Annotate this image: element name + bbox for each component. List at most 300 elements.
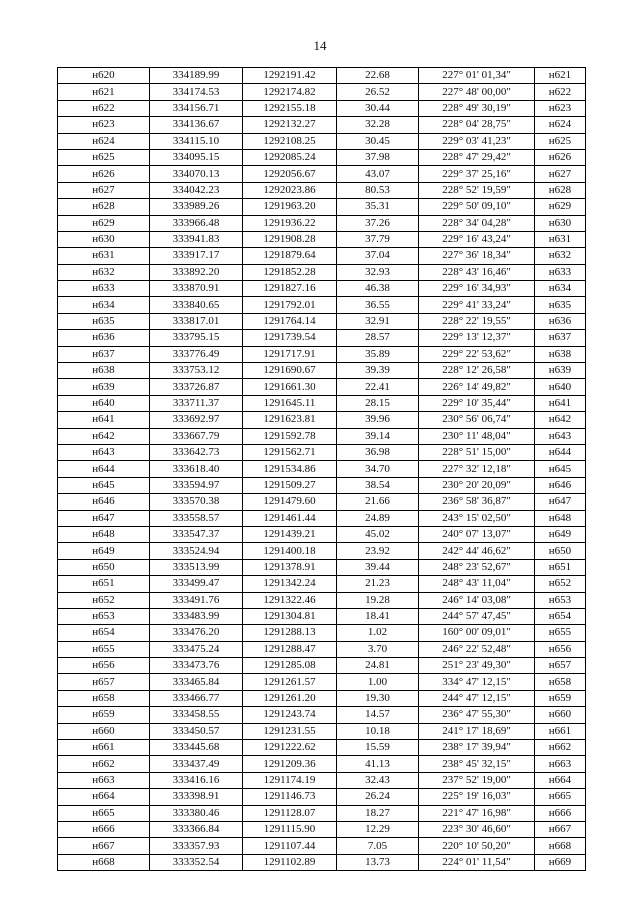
distance-cell: 26.52	[337, 84, 419, 100]
y-coordinate-cell: 1291827.16	[243, 281, 337, 297]
point-to-cell: н632	[535, 248, 586, 264]
y-coordinate-cell: 1291209.36	[243, 756, 337, 772]
bearing-cell: 228° 52' 19,59"	[419, 182, 535, 198]
point-to-cell: н639	[535, 363, 586, 379]
y-coordinate-cell: 1292108.25	[243, 133, 337, 149]
bearing-cell: 228° 43' 16,46"	[419, 264, 535, 280]
point-from-cell: н630	[58, 231, 150, 247]
distance-cell: 37.79	[337, 231, 419, 247]
bearing-cell: 248° 23' 52,67"	[419, 559, 535, 575]
bearing-cell: 241° 17' 18,69"	[419, 723, 535, 739]
point-to-cell: н637	[535, 330, 586, 346]
distance-cell: 24.89	[337, 510, 419, 526]
point-to-cell: н630	[535, 215, 586, 231]
point-to-cell: н634	[535, 281, 586, 297]
distance-cell: 39.39	[337, 363, 419, 379]
distance-cell: 34.70	[337, 461, 419, 477]
bearing-cell: 246° 14' 03,08"	[419, 592, 535, 608]
point-from-cell: н632	[58, 264, 150, 280]
bearing-cell: 229° 10' 35,44"	[419, 395, 535, 411]
distance-cell: 28.57	[337, 330, 419, 346]
x-coordinate-cell: 334174.53	[150, 84, 243, 100]
table-row	[58, 559, 586, 575]
y-coordinate-cell: 1291288.47	[243, 641, 337, 657]
point-from-cell: н648	[58, 526, 150, 542]
distance-cell: 22.68	[337, 68, 419, 84]
point-to-cell: н645	[535, 461, 586, 477]
table-row	[58, 805, 586, 821]
point-from-cell: н659	[58, 707, 150, 723]
point-to-cell: н655	[535, 625, 586, 641]
table-row	[58, 625, 586, 641]
y-coordinate-cell: 1291661.30	[243, 379, 337, 395]
bearing-cell: 237° 52' 19,00"	[419, 772, 535, 788]
x-coordinate-cell: 334156.71	[150, 100, 243, 116]
table-row	[58, 346, 586, 362]
y-coordinate-cell: 1291322.46	[243, 592, 337, 608]
table-row	[58, 740, 586, 756]
distance-cell: 32.43	[337, 772, 419, 788]
coordinates-table-body	[58, 68, 586, 871]
x-coordinate-cell: 334070.13	[150, 166, 243, 182]
bearing-cell: 240° 07' 13,07"	[419, 526, 535, 542]
y-coordinate-cell: 1291342.24	[243, 576, 337, 592]
bearing-cell: 230° 11' 48,04"	[419, 428, 535, 444]
point-from-cell: н624	[58, 133, 150, 149]
distance-cell: 24.81	[337, 658, 419, 674]
table-row	[58, 231, 586, 247]
point-to-cell: н627	[535, 166, 586, 182]
point-to-cell: н659	[535, 690, 586, 706]
distance-cell: 37.98	[337, 149, 419, 165]
point-to-cell: н654	[535, 608, 586, 624]
table-row	[58, 330, 586, 346]
y-coordinate-cell: 1291717.91	[243, 346, 337, 362]
table-row	[58, 412, 586, 428]
bearing-cell: 228° 12' 26,58"	[419, 363, 535, 379]
point-from-cell: н627	[58, 182, 150, 198]
distance-cell: 19.28	[337, 592, 419, 608]
distance-cell: 22.41	[337, 379, 419, 395]
table-row	[58, 592, 586, 608]
distance-cell: 30.44	[337, 100, 419, 116]
point-to-cell: н669	[535, 854, 586, 870]
bearing-cell: 225° 19' 16,03"	[419, 789, 535, 805]
y-coordinate-cell: 1291288.13	[243, 625, 337, 641]
bearing-cell: 160° 00' 09,01"	[419, 625, 535, 641]
y-coordinate-cell: 1291304.81	[243, 608, 337, 624]
point-from-cell: н661	[58, 740, 150, 756]
bearing-cell: 243° 15' 02,50"	[419, 510, 535, 526]
y-coordinate-cell: 1291231.55	[243, 723, 337, 739]
y-coordinate-cell: 1291739.54	[243, 330, 337, 346]
table-row	[58, 100, 586, 116]
bearing-cell: 229° 03' 41,23"	[419, 133, 535, 149]
y-coordinate-cell: 1291107.44	[243, 838, 337, 854]
point-to-cell: н649	[535, 526, 586, 542]
point-from-cell: н635	[58, 313, 150, 329]
x-coordinate-cell: 333475.24	[150, 641, 243, 657]
x-coordinate-cell: 333776.49	[150, 346, 243, 362]
point-to-cell: н628	[535, 182, 586, 198]
x-coordinate-cell: 333483.99	[150, 608, 243, 624]
table-row	[58, 215, 586, 231]
x-coordinate-cell: 333618.40	[150, 461, 243, 477]
point-to-cell: н640	[535, 379, 586, 395]
x-coordinate-cell: 333445.68	[150, 740, 243, 756]
bearing-cell: 229° 50' 09,10"	[419, 199, 535, 215]
x-coordinate-cell: 333966.48	[150, 215, 243, 231]
table-row	[58, 133, 586, 149]
x-coordinate-cell: 333917.17	[150, 248, 243, 264]
table-row	[58, 149, 586, 165]
x-coordinate-cell: 333795.15	[150, 330, 243, 346]
bearing-cell: 227° 48' 00,00"	[419, 84, 535, 100]
distance-cell: 14.57	[337, 707, 419, 723]
y-coordinate-cell: 1291623.81	[243, 412, 337, 428]
x-coordinate-cell: 333667.79	[150, 428, 243, 444]
coordinates-table	[57, 67, 586, 871]
distance-cell: 36.55	[337, 297, 419, 313]
distance-cell: 41.13	[337, 756, 419, 772]
x-coordinate-cell: 333473.76	[150, 658, 243, 674]
point-from-cell: н644	[58, 461, 150, 477]
bearing-cell: 248° 43' 11,04"	[419, 576, 535, 592]
table-row	[58, 428, 586, 444]
distance-cell: 32.91	[337, 313, 419, 329]
table-row	[58, 166, 586, 182]
y-coordinate-cell: 1291261.20	[243, 690, 337, 706]
y-coordinate-cell: 1291792.01	[243, 297, 337, 313]
y-coordinate-cell: 1291115.90	[243, 821, 337, 837]
distance-cell: 1.02	[337, 625, 419, 641]
point-to-cell: н641	[535, 395, 586, 411]
point-from-cell: н642	[58, 428, 150, 444]
bearing-cell: 226° 14' 49,82"	[419, 379, 535, 395]
point-to-cell: н638	[535, 346, 586, 362]
y-coordinate-cell: 1291439.21	[243, 526, 337, 542]
y-coordinate-cell: 1292023.86	[243, 182, 337, 198]
bearing-cell: 229° 37' 25,16"	[419, 166, 535, 182]
distance-cell: 19.30	[337, 690, 419, 706]
bearing-cell: 229° 16' 34,93"	[419, 281, 535, 297]
y-coordinate-cell: 1292132.27	[243, 117, 337, 133]
table-row	[58, 248, 586, 264]
y-coordinate-cell: 1291174.19	[243, 772, 337, 788]
table-row	[58, 510, 586, 526]
point-from-cell: н645	[58, 477, 150, 493]
point-from-cell: н633	[58, 281, 150, 297]
point-to-cell: н629	[535, 199, 586, 215]
point-to-cell: н667	[535, 821, 586, 837]
table-row	[58, 264, 586, 280]
x-coordinate-cell: 333437.49	[150, 756, 243, 772]
table-row	[58, 821, 586, 837]
y-coordinate-cell: 1291764.14	[243, 313, 337, 329]
bearing-cell: 227° 36' 18,34"	[419, 248, 535, 264]
table-row	[58, 838, 586, 854]
y-coordinate-cell: 1291534.86	[243, 461, 337, 477]
point-to-cell: н651	[535, 559, 586, 575]
bearing-cell: 242° 44' 46,62"	[419, 543, 535, 559]
distance-cell: 10.18	[337, 723, 419, 739]
point-from-cell: н656	[58, 658, 150, 674]
distance-cell: 21.66	[337, 494, 419, 510]
y-coordinate-cell: 1291461.44	[243, 510, 337, 526]
point-from-cell: н665	[58, 805, 150, 821]
point-from-cell: н623	[58, 117, 150, 133]
bearing-cell: 224° 01' 11,54"	[419, 854, 535, 870]
table-row	[58, 281, 586, 297]
x-coordinate-cell: 333594.97	[150, 477, 243, 493]
distance-cell: 15.59	[337, 740, 419, 756]
y-coordinate-cell: 1291261.57	[243, 674, 337, 690]
point-from-cell: н629	[58, 215, 150, 231]
table-row	[58, 477, 586, 493]
point-to-cell: н663	[535, 756, 586, 772]
x-coordinate-cell: 333476.20	[150, 625, 243, 641]
y-coordinate-cell: 1292056.67	[243, 166, 337, 182]
distance-cell: 21.23	[337, 576, 419, 592]
x-coordinate-cell: 333870.91	[150, 281, 243, 297]
table-row	[58, 608, 586, 624]
distance-cell: 35.89	[337, 346, 419, 362]
distance-cell: 7.05	[337, 838, 419, 854]
table-row	[58, 674, 586, 690]
y-coordinate-cell: 1292174.82	[243, 84, 337, 100]
y-coordinate-cell: 1291285.08	[243, 658, 337, 674]
y-coordinate-cell: 1291908.28	[243, 231, 337, 247]
point-to-cell: н626	[535, 149, 586, 165]
y-coordinate-cell: 1291243.74	[243, 707, 337, 723]
y-coordinate-cell: 1291852.28	[243, 264, 337, 280]
bearing-cell: 229° 16' 43,24"	[419, 231, 535, 247]
point-from-cell: н621	[58, 84, 150, 100]
point-from-cell: н654	[58, 625, 150, 641]
point-from-cell: н663	[58, 772, 150, 788]
table-row	[58, 379, 586, 395]
bearing-cell: 228° 22' 19,55"	[419, 313, 535, 329]
table-row	[58, 772, 586, 788]
x-coordinate-cell: 334189.99	[150, 68, 243, 84]
table-row	[58, 543, 586, 559]
bearing-cell: 334° 47' 12,15"	[419, 674, 535, 690]
x-coordinate-cell: 333357.93	[150, 838, 243, 854]
point-from-cell: н646	[58, 494, 150, 510]
y-coordinate-cell: 1291146.73	[243, 789, 337, 805]
point-from-cell: н639	[58, 379, 150, 395]
x-coordinate-cell: 333513.99	[150, 559, 243, 575]
distance-cell: 26.24	[337, 789, 419, 805]
table-row	[58, 297, 586, 313]
y-coordinate-cell: 1291222.62	[243, 740, 337, 756]
point-from-cell: н660	[58, 723, 150, 739]
table-row	[58, 690, 586, 706]
x-coordinate-cell: 333753.12	[150, 363, 243, 379]
point-to-cell: н642	[535, 412, 586, 428]
y-coordinate-cell: 1292085.24	[243, 149, 337, 165]
distance-cell: 30.45	[337, 133, 419, 149]
point-from-cell: н637	[58, 346, 150, 362]
bearing-cell: 228° 49' 30,19"	[419, 100, 535, 116]
point-from-cell: н668	[58, 854, 150, 870]
table-row	[58, 68, 586, 84]
distance-cell: 3.70	[337, 641, 419, 657]
point-from-cell: н634	[58, 297, 150, 313]
table-row	[58, 461, 586, 477]
distance-cell: 35.31	[337, 199, 419, 215]
bearing-cell: 221° 47' 16,98"	[419, 805, 535, 821]
x-coordinate-cell: 333692.97	[150, 412, 243, 428]
bearing-cell: 246° 22' 52,48"	[419, 641, 535, 657]
distance-cell: 37.26	[337, 215, 419, 231]
point-from-cell: н657	[58, 674, 150, 690]
point-to-cell: н653	[535, 592, 586, 608]
table-row	[58, 526, 586, 542]
table-row	[58, 444, 586, 460]
bearing-cell: 228° 34' 04,28"	[419, 215, 535, 231]
distance-cell: 32.93	[337, 264, 419, 280]
x-coordinate-cell: 334042.23	[150, 182, 243, 198]
point-to-cell: н650	[535, 543, 586, 559]
distance-cell: 39.14	[337, 428, 419, 444]
point-from-cell: н641	[58, 412, 150, 428]
x-coordinate-cell: 333458.55	[150, 707, 243, 723]
y-coordinate-cell: 1291378.91	[243, 559, 337, 575]
x-coordinate-cell: 333558.57	[150, 510, 243, 526]
point-from-cell: н666	[58, 821, 150, 837]
point-to-cell: н660	[535, 707, 586, 723]
y-coordinate-cell: 1291592.78	[243, 428, 337, 444]
y-coordinate-cell: 1292191.42	[243, 68, 337, 84]
point-to-cell: н656	[535, 641, 586, 657]
y-coordinate-cell: 1291879.64	[243, 248, 337, 264]
point-from-cell: н651	[58, 576, 150, 592]
point-to-cell: н644	[535, 444, 586, 460]
y-coordinate-cell: 1291690.67	[243, 363, 337, 379]
x-coordinate-cell: 333499.47	[150, 576, 243, 592]
y-coordinate-cell: 1291400.18	[243, 543, 337, 559]
x-coordinate-cell: 333465.84	[150, 674, 243, 690]
table-row	[58, 313, 586, 329]
table-row	[58, 658, 586, 674]
point-to-cell: н625	[535, 133, 586, 149]
bearing-cell: 236° 58' 36,87"	[419, 494, 535, 510]
distance-cell: 28.15	[337, 395, 419, 411]
distance-cell: 12.29	[337, 821, 419, 837]
point-to-cell: н666	[535, 805, 586, 821]
table-row	[58, 494, 586, 510]
bearing-cell: 236° 47' 55,30"	[419, 707, 535, 723]
table-row	[58, 199, 586, 215]
page-number: 14	[313, 38, 327, 53]
point-to-cell: н622	[535, 84, 586, 100]
point-from-cell: н650	[58, 559, 150, 575]
point-from-cell: н662	[58, 756, 150, 772]
x-coordinate-cell: 333547.37	[150, 526, 243, 542]
point-from-cell: н620	[58, 68, 150, 84]
point-to-cell: н643	[535, 428, 586, 444]
y-coordinate-cell: 1291128.07	[243, 805, 337, 821]
point-to-cell: н635	[535, 297, 586, 313]
bearing-cell: 227° 32' 12,18"	[419, 461, 535, 477]
distance-cell: 45.02	[337, 526, 419, 542]
point-from-cell: н626	[58, 166, 150, 182]
bearing-cell: 229° 22' 53,62"	[419, 346, 535, 362]
point-from-cell: н636	[58, 330, 150, 346]
bearing-cell: 223° 30' 46,60"	[419, 821, 535, 837]
bearing-cell: 228° 47' 29,42"	[419, 149, 535, 165]
x-coordinate-cell: 333726.87	[150, 379, 243, 395]
x-coordinate-cell: 333892.20	[150, 264, 243, 280]
table-row	[58, 854, 586, 870]
distance-cell: 80.53	[337, 182, 419, 198]
point-to-cell: н624	[535, 117, 586, 133]
x-coordinate-cell: 333450.57	[150, 723, 243, 739]
table-row	[58, 117, 586, 133]
table-row	[58, 182, 586, 198]
y-coordinate-cell: 1291509.27	[243, 477, 337, 493]
y-coordinate-cell: 1291963.20	[243, 199, 337, 215]
bearing-cell: 227° 01' 01,34"	[419, 68, 535, 84]
y-coordinate-cell: 1291102.89	[243, 854, 337, 870]
bearing-cell: 229° 41' 33,24"	[419, 297, 535, 313]
distance-cell: 23.92	[337, 543, 419, 559]
distance-cell: 43.07	[337, 166, 419, 182]
distance-cell: 39.44	[337, 559, 419, 575]
bearing-cell: 230° 20' 20,09"	[419, 477, 535, 493]
x-coordinate-cell: 333466.77	[150, 690, 243, 706]
x-coordinate-cell: 333642.73	[150, 444, 243, 460]
distance-cell: 46.38	[337, 281, 419, 297]
table-row	[58, 707, 586, 723]
table-row	[58, 395, 586, 411]
x-coordinate-cell: 333416.16	[150, 772, 243, 788]
point-from-cell: н625	[58, 149, 150, 165]
point-to-cell: н658	[535, 674, 586, 690]
table-row	[58, 84, 586, 100]
point-from-cell: н658	[58, 690, 150, 706]
point-to-cell: н668	[535, 838, 586, 854]
point-from-cell: н652	[58, 592, 150, 608]
point-from-cell: н643	[58, 444, 150, 460]
distance-cell: 37.04	[337, 248, 419, 264]
bearing-cell: 238° 45' 32,15"	[419, 756, 535, 772]
y-coordinate-cell: 1291479.60	[243, 494, 337, 510]
bearing-cell: 244° 57' 47,45"	[419, 608, 535, 624]
x-coordinate-cell: 334136.67	[150, 117, 243, 133]
table-row	[58, 641, 586, 657]
y-coordinate-cell: 1291645.11	[243, 395, 337, 411]
point-to-cell: н636	[535, 313, 586, 329]
point-from-cell: н653	[58, 608, 150, 624]
table-row	[58, 723, 586, 739]
x-coordinate-cell: 334115.10	[150, 133, 243, 149]
point-to-cell: н648	[535, 510, 586, 526]
point-to-cell: н662	[535, 740, 586, 756]
x-coordinate-cell: 333366.84	[150, 821, 243, 837]
x-coordinate-cell: 333570.38	[150, 494, 243, 510]
bearing-cell: 251° 23' 49,30"	[419, 658, 535, 674]
point-from-cell: н667	[58, 838, 150, 854]
table-row	[58, 576, 586, 592]
bearing-cell: 244° 47' 12,15"	[419, 690, 535, 706]
point-from-cell: н640	[58, 395, 150, 411]
distance-cell: 38.54	[337, 477, 419, 493]
point-to-cell: н623	[535, 100, 586, 116]
x-coordinate-cell: 333380.46	[150, 805, 243, 821]
bearing-cell: 230° 56' 06,74"	[419, 412, 535, 428]
